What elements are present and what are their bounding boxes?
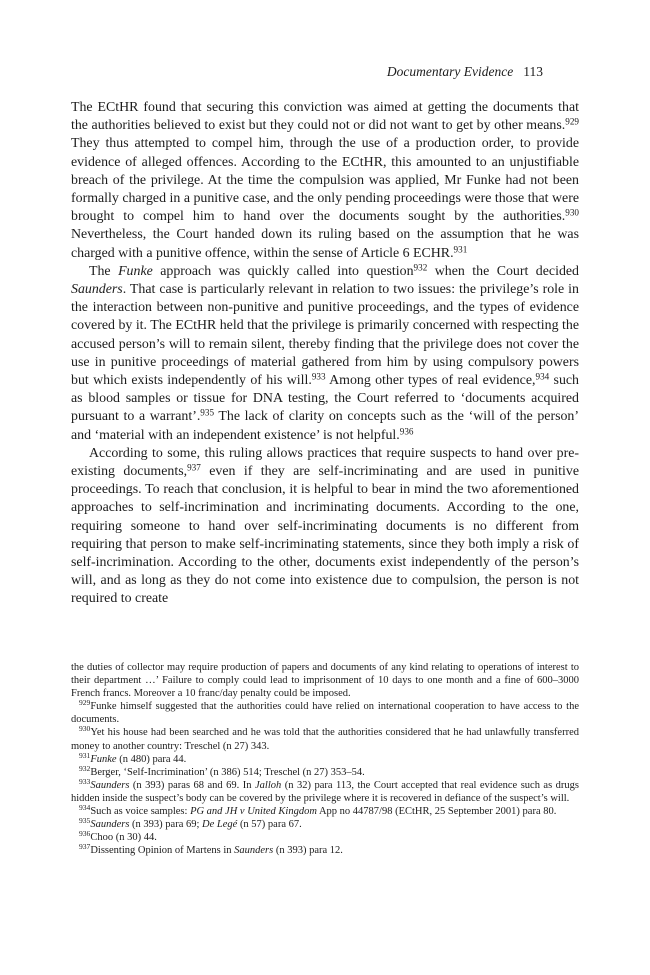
- footnote-number: 933: [79, 777, 91, 787]
- text-span: Nevertheless, the Court handed down its ruling based on the assumption that he was charged with a punitive offence, within the sense of Article 6 ECHR.: [71, 227, 579, 261]
- text-span: approach was quickly called into question: [152, 263, 414, 279]
- footnote-text: App no 44787/98 (ECtHR, 25 September 2001) para 80.: [316, 806, 557, 818]
- footnote-934: [71, 805, 579, 818]
- footnote-number: 930: [79, 724, 91, 734]
- footnote-number: 935: [79, 816, 91, 826]
- running-head-title: Documentary Evidence: [386, 64, 514, 79]
- footnote-text: (n 393) para 69;: [129, 819, 203, 831]
- footnote-case-name: De Legé: [202, 819, 238, 831]
- footnote-ref-934[interactable]: 934: [535, 371, 550, 382]
- footnote-text: (n 57) para 67.: [237, 819, 302, 831]
- footnote-ref-929[interactable]: 929: [565, 116, 579, 127]
- footnote-text: Berger, ‘Self-Incrimination’ (n 386) 514; Treschel (n 27) 353–54.: [90, 766, 365, 778]
- footnote-ref-931[interactable]: 931: [453, 244, 468, 255]
- footnote-ref-936[interactable]: 936: [399, 426, 414, 437]
- footnote-935: [71, 818, 579, 831]
- footnote-930: [71, 726, 579, 752]
- text-span: According to some, this ruling allows practices that require suspects to hand over pre-existing documents,: [71, 445, 579, 480]
- footnote-text: (n 480) para 44.: [116, 753, 187, 765]
- main-text: [71, 99, 579, 609]
- footnote-text: Dissenting Opinion of Martens in: [90, 845, 235, 857]
- text-span: . That case is particularly relevant in relation to two issues: the privilege’s role in the interaction between non-punitive and punitive proceedings, and the types of evidence covered by it. The ECtHR held that the privilege is primarily concerned with respecting the accused person’s will to remain silent, thereby finding that the privilege does not cover the use in punitive proceedings of material gathered from him by using compulsory powers but which exists independently of his will.: [71, 282, 579, 389]
- footnote-933: [71, 779, 579, 805]
- footnote-text: Yet his house had been searched and he was told that the authorities considered that he had unlawfully transferred money to another country: Treschel (n 27) 343.: [71, 727, 579, 752]
- case-name-saunders: Saunders: [71, 282, 123, 298]
- footnote-number: 932: [79, 763, 91, 773]
- footnote-ref-932[interactable]: 932: [413, 262, 428, 273]
- text-span: Among other types of real evidence,: [325, 373, 536, 389]
- text-span: even if they are self-incriminating and are used in punitive proceedings. To reach that conclusion, it is helpful to bear in mind the two aforementioned approaches to self-incrimination and incriminating documents. According to the one, requiring someone to hand over self-incriminating documents is no different from requiring that person to make self-incriminating statements, since they both imply a risk of self-incrimination. According to the other, documents exist independently of the person’s will, and as long as they do not come into existence due to compulsion, the person is not required to create: [71, 464, 579, 607]
- footnote-ref-935[interactable]: 935: [200, 407, 215, 418]
- footnote-text: Such as voice samples:: [90, 806, 191, 818]
- text-span: when the Court decided: [427, 263, 579, 279]
- case-name-funke: Funke: [118, 263, 153, 279]
- running-head: [387, 64, 543, 80]
- footnote-text: (n 393) paras 68 and 69. In: [129, 779, 256, 791]
- footnote-case-name: Saunders: [90, 779, 130, 791]
- paragraph-1: [71, 99, 579, 263]
- footnote-number: 931: [79, 750, 91, 760]
- text-span: The lack of clarity on concepts such as the ‘will of the person’ and ‘material with an independent existence’ is not helpful.: [71, 409, 579, 443]
- text-span: such as blood samples or tissue for DNA testing, the Court referred to ‘documents acquired pursuant to a warrant’.: [71, 373, 580, 425]
- footnote-text: (n 32) para 113, the Court accepted that real evidence such as drugs hidden inside the suspect’s body can be covered by the privilege where it is recovered in defiance of the suspect’s will.: [71, 779, 579, 804]
- footnote-number: 929: [79, 698, 91, 708]
- footnote-case-name: Saunders: [90, 819, 130, 831]
- footnote-ref-930[interactable]: 930: [565, 207, 579, 218]
- text-span: The ECtHR found that securing this conviction was aimed at getting the documents that the authorities believed to exist but they could not or did not want to get by other means.: [71, 100, 579, 134]
- footnote-text: Funke himself suggested that the authorities could have relied on international cooperation to have access to the documents.: [71, 701, 579, 726]
- footnote-937: [71, 844, 579, 857]
- footnote-case-name: Funke: [90, 753, 117, 765]
- footnote-ref-937[interactable]: 937: [187, 462, 201, 473]
- text-span: They thus attempted to compel him, through the use of a production order, to provide evidence of alleged offences. According to the ECtHR, this amounted to an unjustifiable breach of the privilege. At the time the compulsion was applied, Mr Funke had not been formally charged in a punitive case, and the only pending proceedings were those that were brought to compel him to hand over the documents sought by the authorities.: [71, 136, 579, 225]
- footnote-case-name: Saunders: [234, 845, 274, 857]
- paragraph-2: [71, 263, 579, 445]
- footnotes: [71, 661, 579, 857]
- footnote-case-name: Jalloh: [255, 779, 282, 791]
- footnote-936: [71, 831, 579, 844]
- page-number: 113: [523, 64, 543, 79]
- footnote-931: [71, 750, 579, 766]
- paragraph-3: [71, 445, 579, 609]
- footnote-case-name: PG and JH v United Kingdom: [190, 806, 317, 818]
- text-span: The: [89, 263, 119, 279]
- footnote-number: 934: [79, 803, 91, 813]
- footnote-text: Choo (n 30) 44.: [90, 832, 157, 844]
- footnote-number: 937: [79, 842, 91, 852]
- footnote-number: 936: [79, 829, 91, 839]
- footnote-continuation: the duties of collector may require production of papers and documents of any kind relating to operations of interest to their department …’ Failure to comply could lead to imprisonment of 10 days to one month and a fine of 600–3000 French francs. Moreover a 10 franc/day penalty could be imposed.: [71, 662, 579, 700]
- footnote-932: [71, 763, 579, 779]
- footnote-929: [71, 700, 579, 726]
- footnote-text: (n 393) para 12.: [273, 845, 343, 857]
- footnote-ref-933[interactable]: 933: [311, 371, 326, 382]
